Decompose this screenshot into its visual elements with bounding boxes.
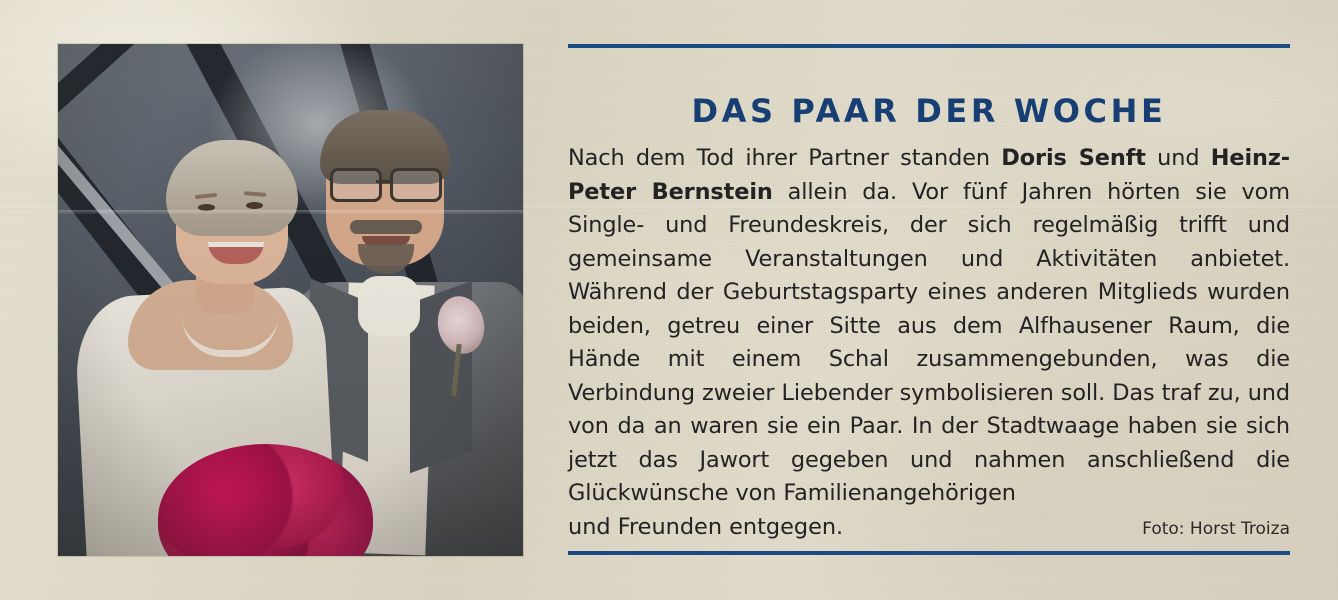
body-text-part-2: und [1145,145,1211,171]
article-body [568,142,1290,511]
article-last-line: und Freunden entgegen. [568,513,844,540]
couple-photo [58,44,523,556]
groom-moustache [350,220,422,234]
bride-eye-left [198,204,215,211]
groom-name: Heinz-Peter Bernstein [568,145,1290,205]
glasses-bridge [376,180,392,183]
bride-name: Doris Senft [1001,145,1146,171]
groom-cravat [358,276,420,336]
lens-right [390,168,442,202]
photo-content [58,44,523,556]
bride-hair [166,140,298,236]
article-column [568,44,1290,544]
bride-eye-right [246,202,263,209]
lens-left [330,168,382,202]
bottom-rule [568,551,1290,555]
page-title: DAS PAAR DER WOCHE [691,92,1167,130]
eyeglasses-icon [330,168,442,198]
body-text-part-1: Nach dem Tod ihrer Partner standen [568,145,1002,171]
photo-credit: Foto: Horst Troiza [1142,518,1290,539]
last-line-row [568,511,1290,545]
body-text-part-3: allein da. Vor fünf Jahren hörten sie vom Single- und Freundeskreis, der sich regelmäßig trifft und gemeinsame Veranstaltungen und Aktivitäten anbietet. Während der Geburtstagsparty eines anderen Mitglieds wurden beiden, getreu einer Sitte aus dem Alfhausener Raum, die Hände mit einem Schal zusammengebunden, was die Verbindung zweier Liebender symbolisieren soll. Das traf zu, und von da an waren sie ein Paar. In der Stadtwaage haben sie sich jetzt das Jawort gegeben und nahmen anschließend die Glückwünsche von Familienangehörigen [568,178,1290,506]
top-rule [568,44,1290,48]
